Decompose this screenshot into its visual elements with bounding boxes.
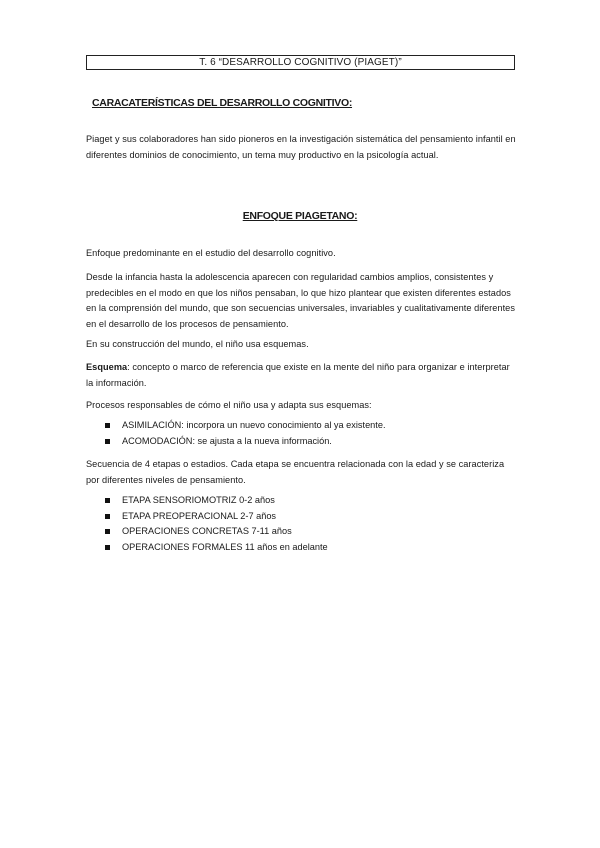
paragraph-secuencia: Secuencia de 4 etapas o estadios. Cada etapa se encuentra relacionada con la edad y se caracteriza por diferentes niveles de pensamiento. [86,459,505,485]
bullet-square-icon [105,439,110,444]
esquema-term: Esquema [86,362,128,372]
list-item-text: ASIMILACIÓN: incorpora un nuevo conocimiento al ya existente. [122,420,386,430]
paragraph-intro: Piaget y sus colaboradores han sido pioneros en la investigación sistemática del pensamiento infantil en diferentes dominios de conocimiento, un tema muy productivo en la psicología actual. [86,134,516,160]
document-title: T. 6 “DESARROLLO COGNITIVO (PIAGET)” [86,55,515,70]
esquema-definition: : concepto o marco de referencia que existe en la mente del niño para organizar e interpretar la información. [86,362,510,388]
list-item [86,493,328,509]
list-item [86,540,328,556]
list-item-text: ETAPA PREOPERACIONAL 2-7 años [122,510,277,521]
list-item-text: ETAPA SENSORIOMOTRIZ 0-2 años [122,495,275,505]
bullet-square-icon [105,498,110,503]
list-item [86,434,386,450]
list-item [86,418,386,434]
bullet-square-icon [105,514,110,519]
paragraph-infancia: Desde la infancia hasta la adolescencia aparecen con regularidad cambios amplios, consistentes y predecibles en el modo en que los niños pensaban, lo que hizo plantear que existen diferentes estados en la comprensión del mundo, que son secuencias universales, invariables y cualitativamente diferentes en el desarrollo de los procesos de pensamiento. [86,272,515,329]
bullet-square-icon [105,529,110,534]
list-item [86,509,328,525]
paragraph-esquema-definicion [86,360,516,391]
paragraph-procesos: Procesos responsables de cómo el niño usa y adapta sus esquemas: [86,400,372,410]
bullet-square-icon [105,423,110,428]
stages-list [86,493,328,555]
paragraph-enfoque: Enfoque predominante en el estudio del desarrollo cognitivo. [86,248,336,258]
list-item [86,524,328,540]
list-item-text: ACOMODACIÓN: se ajusta a la nueva información. [122,435,332,446]
list-item-text: OPERACIONES FORMALES 11 años en adelante [122,541,328,552]
list-item-text: OPERACIONES CONCRETAS 7-11 años [122,526,292,536]
bullet-square-icon [105,545,110,550]
section-heading-caracteristicas: CARACATERÍSTICAS DEL DESARROLLO COGNITIVO: [92,97,353,109]
paragraph-esquemas: En su construcción del mundo, el niño usa esquemas. [86,339,309,349]
section-heading-enfoque: ENFOQUE PIAGETANO: [242,210,358,222]
processes-list [86,418,386,449]
